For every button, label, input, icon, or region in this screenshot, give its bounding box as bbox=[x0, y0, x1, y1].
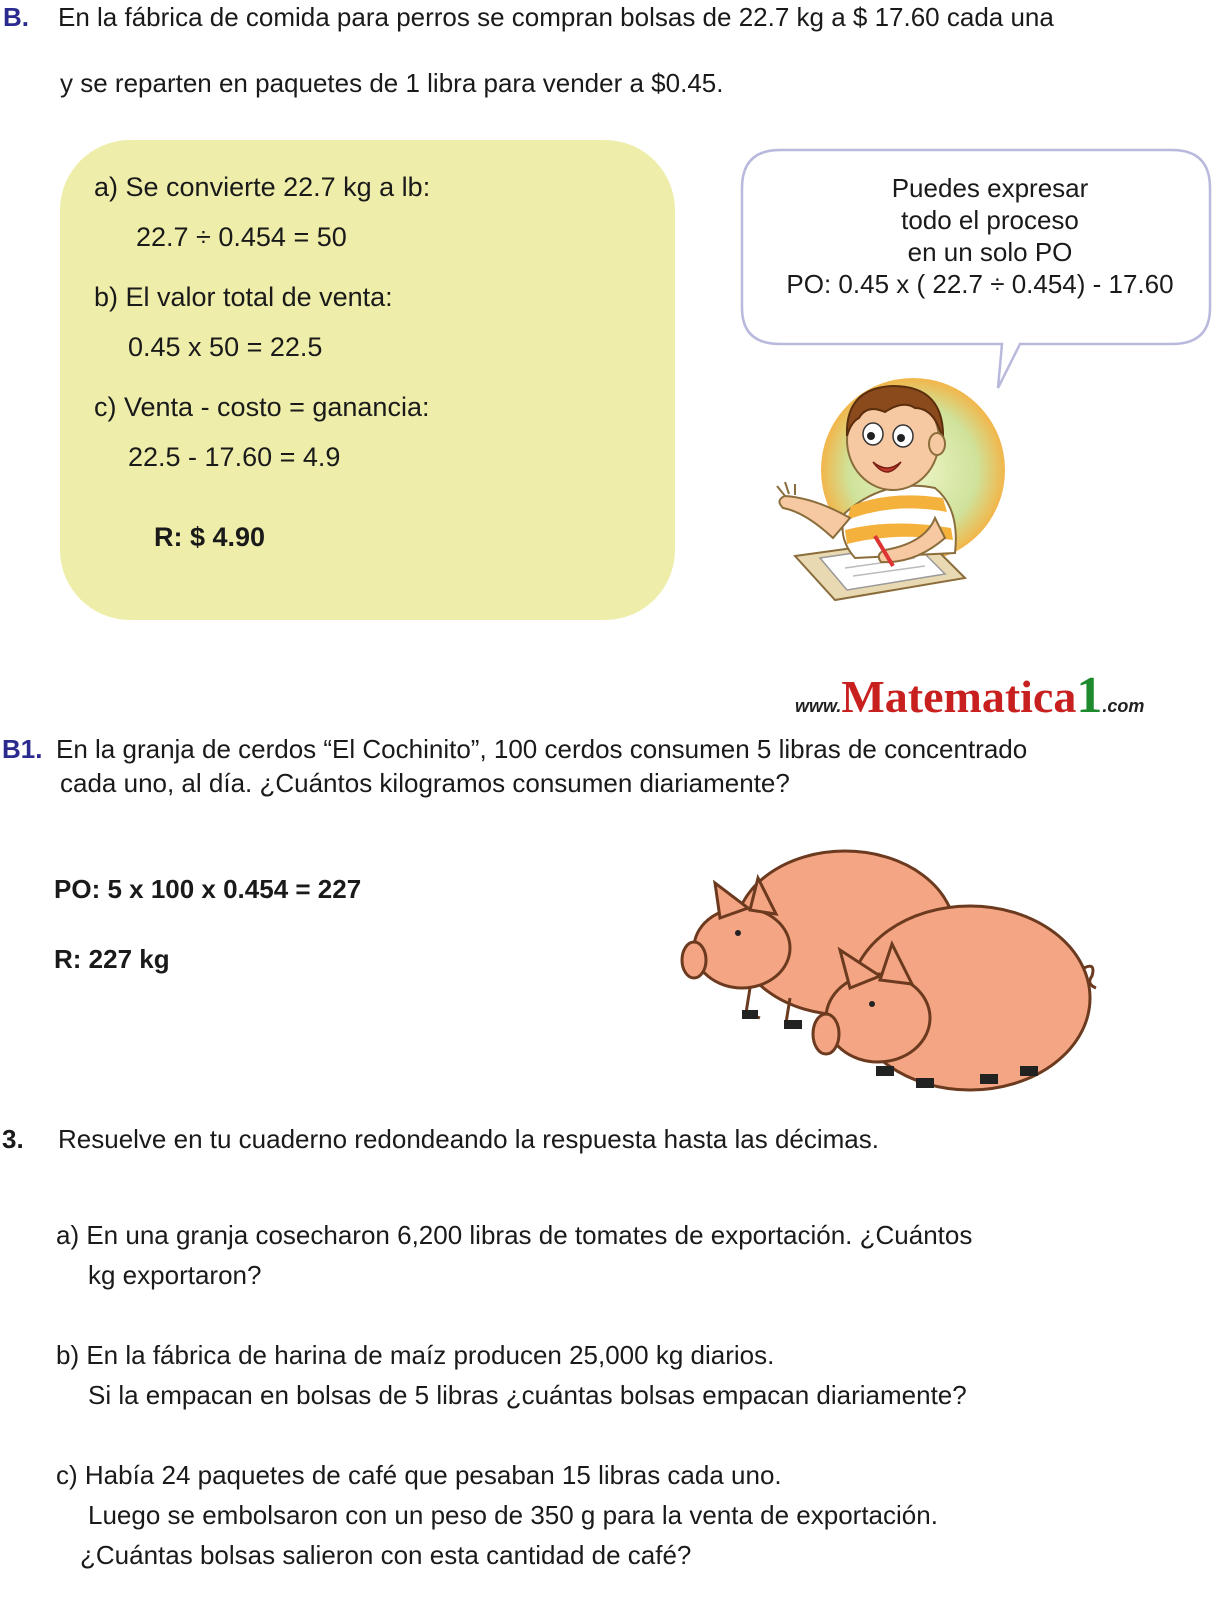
section-b1-line2: cada uno, al día. ¿Cuántos kilogramos consumen diariamente? bbox=[60, 768, 790, 798]
solution-b-calc: 0.45 x 50 = 22.5 bbox=[128, 332, 323, 362]
solution-answer: R: $ 4.90 bbox=[154, 522, 266, 552]
bubble-line1: Puedes expresar bbox=[891, 173, 1089, 203]
solution-a-calc: 22.7 ÷ 0.454 = 50 bbox=[136, 222, 347, 252]
section-b1-line1: En la granja de cerdos “El Cochinito”, 100 cerdos consumen 5 libras de concentrado bbox=[56, 734, 1028, 764]
solution-c-calc: 22.5 - 17.60 = 4.9 bbox=[128, 442, 341, 472]
section-3-label: 3. bbox=[2, 1124, 24, 1154]
brand-logo bbox=[795, 666, 1144, 725]
section-b1-label: B1. bbox=[2, 734, 43, 764]
exercise-c-line3: ¿Cuántas bolsas salieron con esta cantidad de café? bbox=[80, 1540, 692, 1570]
exercise-b-line1: b) En la fábrica de harina de maíz producen 25,000 kg diarios. bbox=[56, 1340, 775, 1370]
boy-illustration-icon bbox=[775, 378, 1025, 613]
exercise-c-line2: Luego se embolsaron con un peso de 350 g para la venta de exportación. bbox=[88, 1500, 938, 1530]
exercise-a-line1: a) En una granja cosecharon 6,200 libras de tomates de exportación. ¿Cuántos bbox=[56, 1220, 973, 1250]
bubble-text bbox=[748, 172, 1215, 300]
bubble-line3: en un solo PO bbox=[907, 237, 1073, 267]
solution-c-title: c) Venta - costo = ganancia: bbox=[94, 392, 430, 422]
bubble-line2: todo el proceso bbox=[901, 205, 1079, 235]
brand-name: Matematica bbox=[841, 671, 1077, 722]
solution-a-title: a) Se convierte 22.7 kg a lb: bbox=[94, 172, 431, 202]
exercise-a-line2: kg exportaron? bbox=[88, 1260, 262, 1290]
brand-digit: 1 bbox=[1076, 667, 1103, 724]
brand-prefix: www. bbox=[795, 696, 842, 716]
pigs-illustration-icon bbox=[680, 838, 1120, 1108]
solution-b-title: b) El valor total de venta: bbox=[94, 282, 393, 312]
exercise-b-line2: Si la empacan en bolsas de 5 libras ¿cuántas bolsas empacan diariamente? bbox=[88, 1380, 967, 1410]
brand-suffix: .com bbox=[1102, 696, 1145, 716]
section-b1-po: PO: 5 x 100 x 0.454 = 227 bbox=[54, 874, 362, 904]
section-b-line2: y se reparten en paquetes de 1 libra para vender a $0.45. bbox=[60, 68, 724, 98]
exercise-c-line1: c) Había 24 paquetes de café que pesaban 15 libras cada uno. bbox=[56, 1460, 782, 1490]
bubble-line4: PO: 0.45 x ( 22.7 ÷ 0.454) - 17.60 bbox=[786, 269, 1174, 299]
section-b-label: B. bbox=[3, 2, 29, 32]
solution-box bbox=[60, 140, 675, 620]
section-3-instruction: Resuelve en tu cuaderno redondeando la respuesta hasta las décimas. bbox=[58, 1124, 879, 1154]
section-b1-answer: R: 227 kg bbox=[54, 944, 170, 974]
section-b-line1: En la fábrica de comida para perros se compran bolsas de 22.7 kg a $ 17.60 cada una bbox=[58, 2, 1054, 32]
